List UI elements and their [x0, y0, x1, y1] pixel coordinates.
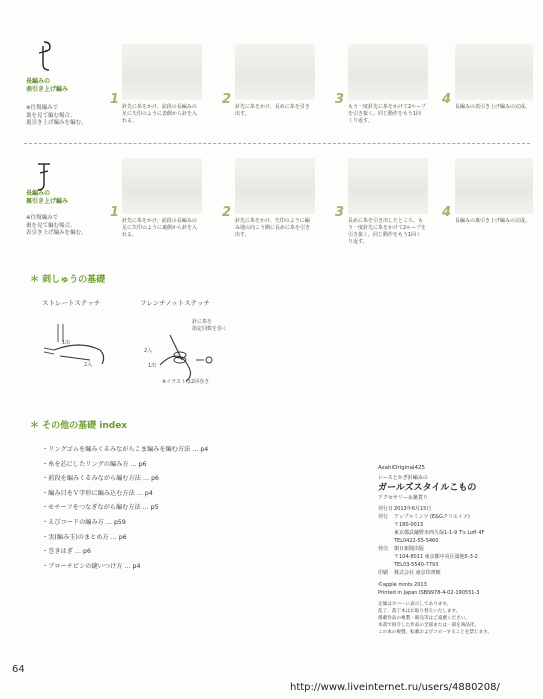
row2-step2-text: 針先に糸をかけ、矢印のように編み地の向こう側に長めに糸を引き出す。 [235, 218, 311, 238]
notice-line: 乱丁、落丁本はお取り替えいたします。 [378, 609, 461, 614]
book-subtitle: レースとかぎ針編みの [378, 475, 428, 481]
straight-mark-2: 2入 [84, 362, 93, 368]
straight-mark-1: 1出 [62, 340, 71, 346]
index-list [42, 443, 208, 574]
printed-in: Printed in Japan ISBN978-4-02-190551-3 [378, 590, 480, 596]
index-item[interactable]: ・巻きはぎ … p6 [42, 548, 91, 556]
index-item[interactable]: ・リングゴムを編みくるみながらこま編みを編む方法 … p4 [42, 446, 209, 453]
colophon-line [378, 529, 538, 537]
row1-step2-num: 2 [222, 92, 232, 107]
book-tagline: アクセサリー＆雑貨り [378, 495, 428, 501]
index-heading: ＊ その他の基礎 index [30, 421, 128, 431]
row2-step1-photo [122, 158, 202, 214]
row2-step3-text: 長めに糸を引き出したところ。もう一度針先に糸をかけて2ループを引き抜く。同じ動作をもう1回くり返す。 [348, 218, 426, 245]
row2-step4-num: 4 [442, 205, 452, 220]
colophon-line-text: 〒180-0013 [394, 522, 424, 528]
row1-step4-text: 長編みの表引き上げ編みの完成。 [455, 104, 531, 110]
treble-back-post-symbol-icon [30, 160, 64, 194]
row2-symbol [30, 160, 64, 194]
index-item[interactable]: ・モチーフをつなぎながら編む方法 … p5 [42, 504, 159, 512]
notice-line: 掲載作品の複製・販売等はご遠慮ください。 [378, 616, 470, 621]
colophon-line [378, 521, 538, 529]
row2-step3-num: 3 [335, 205, 345, 220]
index-item[interactable]: ・えびコードの編み方 … p59 [42, 518, 126, 526]
colophon-line-label: 印刷 [378, 570, 389, 576]
index-item[interactable]: ・糸を芯にしたリングの編み方 … p6 [42, 460, 147, 468]
colophon-line-label: 発行日 [378, 506, 394, 512]
row1-step1-text: 針先に糸をかけ、前段の長編みの足に矢印のように表側から針を入れる。 [122, 104, 198, 124]
notice-line: 本書で紹介した作品の全部または一部を商品化、 [378, 623, 480, 628]
row1-step4-num: 4 [442, 92, 452, 107]
row2-step1-num: 1 [110, 205, 120, 220]
row1-symbol-label: 長編みの 表引き上げ編み [26, 78, 69, 93]
colophon-line [378, 537, 538, 545]
index-item[interactable]: ・実(編み玉)のまとめ方 … p6 [42, 533, 127, 541]
book-title: ガールズスタイルこもの [378, 483, 477, 493]
series-label: AsahiOriginal425 [378, 465, 426, 471]
row1-step1-photo [122, 44, 202, 100]
treble-front-post-symbol-icon [30, 40, 64, 74]
index-item[interactable]: ・編み目をＶ字形に編み込む方法 … p4 [42, 489, 153, 497]
row-divider [24, 143, 530, 144]
colophon-line-text: 東京都武蔵野市西久保1-1-9 T's Loft 4F [394, 530, 485, 536]
row1-step4-photo [455, 44, 533, 100]
row2-step2-num: 2 [222, 205, 232, 220]
page-number: 64 [12, 664, 25, 675]
index-item[interactable]: ・ブローチピンの縫いつけ方 … p4 [42, 562, 141, 570]
row1-step2-text: 針先に糸をかけ、長めに糸を引き出す。 [235, 104, 310, 117]
row1-step2-photo [235, 44, 315, 100]
colophon-line-text: 2013年6月15日 [394, 506, 432, 512]
row1-symbol [30, 40, 64, 74]
colophon-line-text: アップルミンツ (E&Gクリエイツ) [394, 514, 470, 520]
colophon-line-label: 発売 [378, 546, 389, 552]
french-mark-5: ※イラストは2回巻き [162, 379, 210, 385]
colophon-line-label: 発行 [378, 514, 389, 520]
colophon-line [378, 545, 538, 553]
index-item[interactable]: ・前段を編みくるみながら編む方法 … p6 [42, 475, 159, 483]
colophon-line [378, 513, 538, 521]
row2-step1-text: 針先に糸をかけ、前段の長編みの足に矢印のように裏側から針を入れる。 [122, 218, 198, 238]
embroidery-heading: ＊ 刺しゅうの基礎 [30, 275, 106, 285]
colophon-line [378, 553, 538, 561]
row2-step3-photo [348, 158, 428, 214]
french-mark-4: 1出 [148, 363, 157, 369]
colophon-line-text: 朝日新聞出版 [394, 546, 425, 552]
colophon-line-text: 株式会社 東京印書館 [394, 570, 441, 576]
row2-step4-photo [455, 158, 533, 214]
french-knot-diagram [140, 315, 230, 390]
row2-note: ※往復編みで 裏を見て編む場合、 表引き上げ編みを編む。 [26, 215, 87, 236]
row1-step3-text: もう一度針先に糸をかけて2ループを引き抜く。同じ動作をもう1回くり返す。 [348, 104, 426, 124]
row2-step4-text: 長編みの裏引き上げ編みの完成。 [455, 218, 531, 224]
source-url[interactable]: http://www.liveinternet.ru/users/4880208/ [290, 682, 500, 693]
notice-line: 定価はカバーに表示してあります。 [378, 602, 452, 607]
row1-step3-num: 3 [335, 92, 345, 107]
french-mark-3: 2入 [144, 348, 153, 354]
row1-step3-photo [348, 44, 428, 100]
colophon-line-text: 〒104-8011 東京都中央区築地5-3-2 [394, 554, 478, 560]
straight-stitch-label: ストレートステッチ [42, 299, 101, 307]
colophon-line [378, 561, 538, 569]
row1-step1-num: 1 [110, 92, 120, 107]
row1-note: ※往復編みで 裏を見て編む場合、 裏引き上げ編みを編む。 [26, 105, 87, 126]
notices [378, 601, 538, 636]
colophon-line-text: TEL0422-55-5460 [394, 538, 439, 544]
row2-step2-photo [235, 158, 315, 214]
french-mark-1: 針に糸を [192, 319, 213, 325]
notice-line: この本の複製、転載およびコピーすることを禁じます。 [378, 630, 493, 635]
copyright: ©apple mints 2013 [378, 582, 427, 588]
row2-symbol-label: 長編みの 裏引き上げ編み [26, 190, 69, 205]
french-mark-2: 指定回数を巻く [192, 326, 228, 332]
french-knot-label: フレンチノットステッチ [140, 299, 210, 307]
colophon-line [378, 569, 538, 577]
straight-stitch-diagram [40, 320, 112, 370]
colophon [378, 464, 538, 636]
colophon-line [378, 505, 538, 513]
colophon-line-text: TEL03-5540-7793 [394, 562, 439, 568]
